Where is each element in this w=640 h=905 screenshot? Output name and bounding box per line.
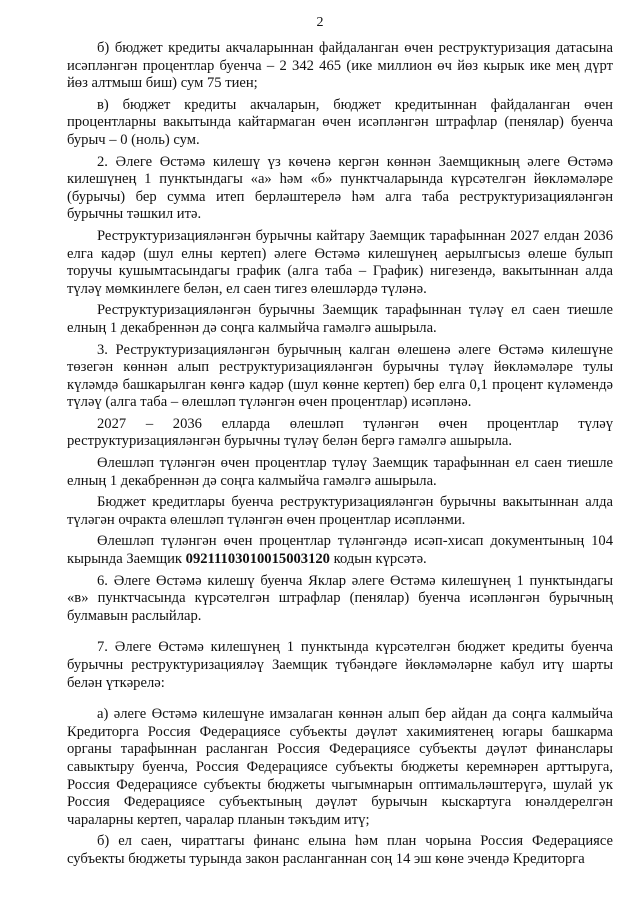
- paragraph-payment-code: [67, 533, 613, 568]
- document-body: [67, 40, 613, 873]
- paragraph-7b-annual-report: б) ел саен, чираттагы финанс елына һәм план чорына Россия Федерациясе субъекты бюджеты турында закон расланганнан соң 14 эш көне эчендә Кредиторга: [67, 833, 613, 867]
- paragraph-interest-payment-years: 2027 – 2036 елларда өлешләп түләнгән өчен процентлар түләү реструктуризацияләнгән бурычны түләү белән бергә гамәлгә ашырыла.: [67, 415, 613, 450]
- paragraph-2-consolidation: 2. Әлеге Өстәмә килешү үз көченә кергән көннән Заемщикның әлеге Өстәмә килешүнең 1 пунктындагы «а» һәм «б» пунктчаларында күрсәтелгән йөкләмәләре (бурычы) бер сумма итеп берләштерелә һәм алга таба реструктуризацияләнгән бурычны тәшкил итә.: [67, 153, 613, 223]
- paragraph-interest-payment-deadline: Өлешләп түләнгән өчен процентлар түләү Заемщик тарафыннан ел саен тиешле елның 1 декабреннән дә соңга калмыйча гамәлгә ашырыла.: [67, 455, 613, 489]
- payment-code-text-after: кодын күрсәтә.: [329, 551, 427, 568]
- paragraph-repayment-deadline: Реструктуризацияләнгән бурычны Заемщик тарафыннан түләү ел саен тиешле елның 1 декабреннән дә соңга калмыйча гамәлгә ашырыла.: [67, 302, 613, 336]
- budget-classification-code: 09211103010015003120: [185, 551, 330, 568]
- paragraph-7-conditions: 7. Әлеге Өстәмә килешүнең 1 пунктында күрсәтелгән бюджет кредиты буенча бурычны реструктуризацияләү Заемщик түбәндәге йөкләмәләрне кабул итү шарты белән үткәрелә:: [67, 639, 613, 691]
- paragraph-6-no-penalties: 6. Әлеге Өстәмә килешү буенча Яклар әлеге Өстәмә килешүнең 1 пунктындагы «в» пунктчасында күрсәтелгән штрафлар (пенялар) буенча исәпләнгән бурычның булмавын раслыйлар.: [67, 572, 613, 624]
- page-number: 2: [316, 15, 324, 30]
- paragraph-1c-penalty-debt: в) бюджет кредиты акчаларын, бюджет кредитыннан файдаланган өчен процентларны вакытында кайтармаган өчен исәпләнгән штрафлар (пенялар) буенча бурыч – 0 (ноль) сум.: [67, 96, 613, 148]
- payment-code-text-before: Өлешләп түләнгән өчен процентлар түләнгәндә исәп-хисап документының 104 кырында Заемщик: [67, 533, 613, 568]
- paragraph-1b-interest-debt: б) бюджет кредиты акчаларыннан файдаланган өчен реструктуризация датасына исәпләнгән процентлар буенча – 2 342 465 (ике миллион өч йөз кырык ике мең дүрт йөз алтмыш биш) сум 75 тиен;: [67, 40, 613, 92]
- paragraph-3-interest-rate: 3. Реструктуризацияләнгән бурычның калган өлешенә әлеге Өстәмә килешүне төзегән көннән алып реструктуризацияләнгән бурычны түләү йөкләмәләре тулы күләмдә башкарылган көнгә кадәр (шул көнне кертеп) бер елга 0,1 процент күләмендә түләү (алга таба – өлешләп түләнгән өчен процентлар) исәпләнә.: [67, 341, 613, 411]
- paragraph-7a-action-plan: а) әлеге Өстәмә килешүне имзалаган көннән алып бер айдан да соңга калмыйча Кредиторга Россия Федерациясе субъекты дәүләт хакимиятенең югары башкарма органы тарафыннан расланган Россия Федерациясе субъекты дәүләт финанслары савыктыру буенча, Россия Федерациясе субъекты бюджеты керемнәрен арттыруга, Россия Федерациясе субъекты бюджеты чыгымнарын оптимальләштерүгә, шулай ук Россия Федерациясе субъектының дәүләт бурычын кыскартуга юнәлдерелгән чараларны кертеп, чаралар планын тәкъдим итү;: [67, 706, 613, 828]
- paragraph-early-repayment: Бюджет кредитлары буенча реструктуризацияләнгән бурычны вакытыннан алда түләгән очракта өлешләп түләнгән өчен процентлар исәпләнми.: [67, 494, 613, 528]
- paragraph-repayment-schedule: Реструктуризацияләнгән бурычны кайтару Заемщик тарафыннан 2027 елдан 2036 елга кадәр (шул елны кертеп) әлеге Өстәмә килешүнең аерылгысыз өлеше булып торучы кушымтасындагы график (алга таба – График) нигезендә, вакытыннан алда түләү мөмкинлеге белән, ел саен тигез өлешләрдә түләнә.: [67, 227, 613, 297]
